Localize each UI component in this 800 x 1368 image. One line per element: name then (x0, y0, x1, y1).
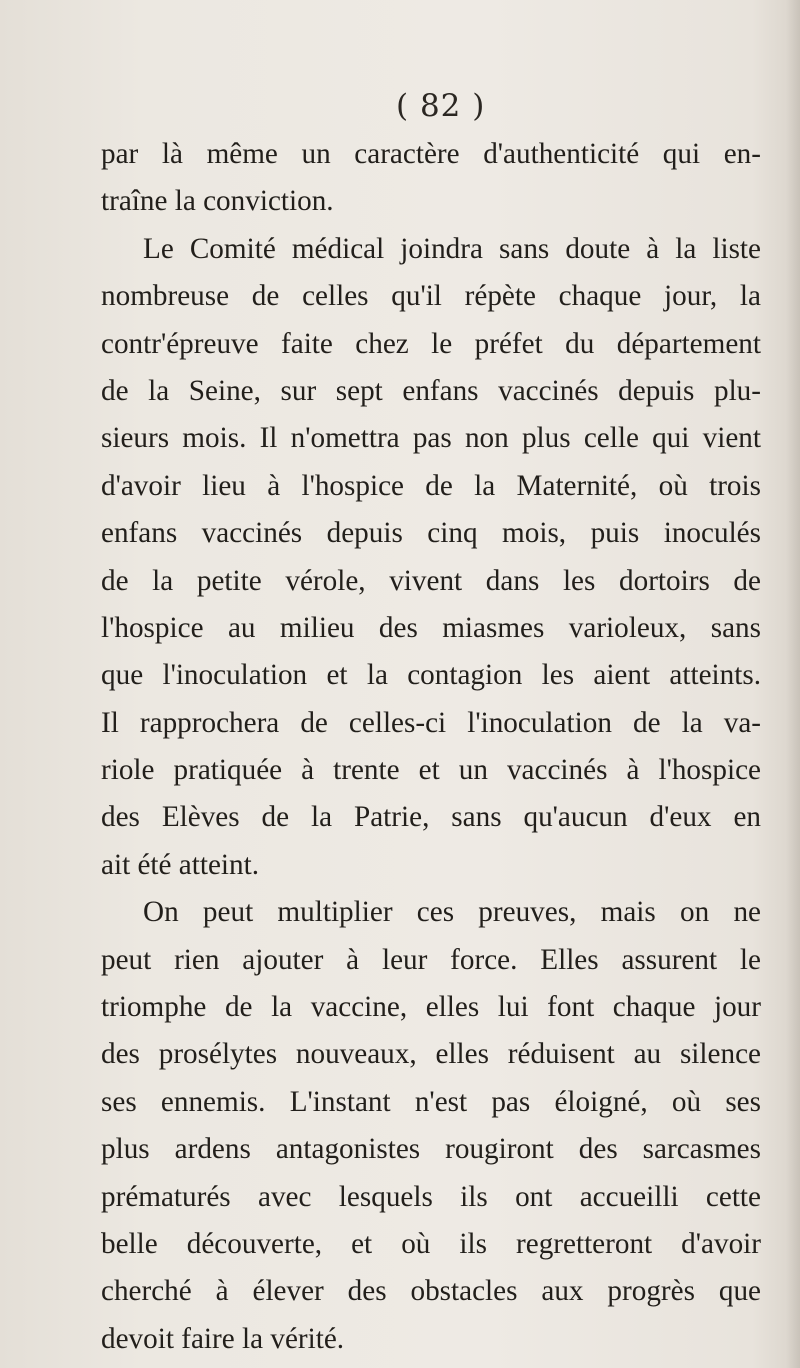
paragraph-start-line: On peut multiplier ces preuves, mais on ne (143, 896, 761, 929)
text-line: riole pratiquée à trente et un vaccinés à l'hospice (101, 754, 761, 787)
text-line: que l'inoculation et la contagion les aient atteints. (101, 659, 761, 692)
text-line: ait été atteint. (101, 848, 260, 881)
text-line: des Elèves de la Patrie, sans qu'aucun d'eux en (101, 801, 761, 834)
text-line: plus ardens antagonistes rougiront des sarcasmes (101, 1133, 761, 1166)
text-line: d'avoir lieu à l'hospice de la Maternité, où trois (101, 469, 761, 502)
text-line: traîne la conviction. (101, 185, 334, 218)
text-line: de la petite vérole, vivent dans les dortoirs de (101, 564, 761, 597)
text-line: peut rien ajouter à leur force. Elles assurent le (101, 943, 761, 976)
text-line: devoit faire la vérité. (101, 1322, 345, 1355)
text-line: cherché à élever des obstacles aux progrès que (101, 1275, 761, 1308)
text-line: des prosélytes nouveaux, elles réduisent au silence (101, 1038, 761, 1071)
page-number: ( 82 ) (396, 88, 486, 124)
text-line: triomphe de la vaccine, elles lui font chaque jour (101, 991, 761, 1024)
text-line: Il rapprochera de celles-ci l'inoculation de la va- (101, 706, 761, 739)
body-text (101, 131, 761, 1363)
paragraph-start-line: Le Comité médical joindra sans doute à la liste (143, 232, 761, 265)
text-line: l'hospice au milieu des miasmes varioleux, sans (101, 611, 761, 644)
text-line: sieurs mois. Il n'omettra pas non plus celle qui vient (101, 422, 761, 455)
text-line: contr'épreuve faite chez le préfet du département (101, 327, 761, 360)
text-line: par là même un caractère d'authenticité qui en- (101, 138, 761, 170)
text-line: prématurés avec lesquels ils ont accueilli cette (101, 1180, 761, 1213)
text-line: de la Seine, sur sept enfans vaccinés depuis plu- (101, 374, 761, 407)
text-line: ses ennemis. L'instant n'est pas éloigné, où ses (101, 1085, 761, 1118)
text-line: enfans vaccinés depuis cinq mois, puis inoculés (101, 517, 761, 550)
text-line: nombreuse de celles qu'il répète chaque jour, la (101, 280, 761, 313)
text-line: belle découverte, et où ils regretteront d'avoir (101, 1227, 761, 1260)
page-edge-shadow (786, 0, 800, 1368)
